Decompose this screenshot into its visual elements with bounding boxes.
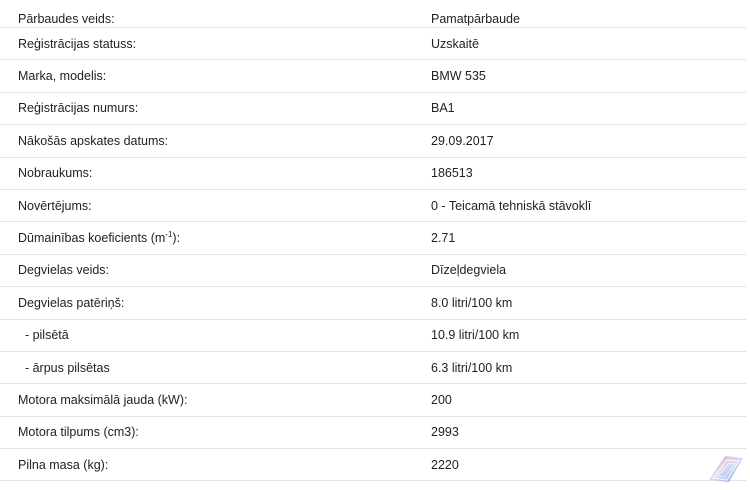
row-label-engine-volume: Motora tilpums (cm3): (18, 425, 139, 440)
table-row (0, 0, 746, 28)
table-row (0, 222, 746, 254)
smoke-label-suffix: ): (172, 231, 181, 246)
row-value-registration-number: BA1 (431, 101, 455, 116)
table-row (0, 352, 746, 384)
table-row (0, 417, 746, 449)
table-row (0, 190, 746, 222)
row-value-mileage: 186513 (431, 166, 473, 181)
table-row (0, 255, 746, 287)
row-value-fuel-consumption: 8.0 litri/100 km (431, 295, 513, 310)
row-value-inspection-type: Pamatpārbaude (431, 12, 520, 26)
row-label-smoke-coefficient (18, 231, 180, 245)
table-row (0, 60, 746, 92)
row-label-consumption-highway: - ārpus pilsētas (18, 360, 110, 375)
table-row (0, 158, 746, 190)
row-value-next-inspection-date: 29.09.2017 (431, 133, 494, 148)
row-label-mileage: Nobraukums: (18, 166, 93, 181)
table-row (0, 384, 746, 416)
row-label-max-power: Motora maksimālā jauda (kW): (18, 392, 188, 407)
row-value-rating: 0 - Teicamā tehniskā stāvoklī (431, 198, 592, 213)
table-row (0, 449, 746, 481)
table-row (0, 287, 746, 319)
smoke-label-superscript: -1 (165, 229, 173, 239)
row-value-registration-status: Uzskaitē (431, 36, 479, 51)
table-row (0, 93, 746, 125)
row-label-rating: Novērtējums: (18, 198, 92, 213)
table-row (0, 28, 746, 60)
row-label-next-inspection-date: Nākošās apskates datums: (18, 133, 169, 148)
row-value-make-model: BMW 535 (431, 69, 486, 84)
row-label-inspection-type: Pārbaudes veids: (18, 12, 115, 26)
watermark-logo-icon (703, 452, 747, 486)
row-value-max-power: 200 (431, 392, 452, 407)
row-value-gross-weight: 2220 (431, 457, 459, 472)
row-value-consumption-city: 10.9 litri/100 km (431, 328, 520, 343)
row-value-engine-volume: 2993 (431, 425, 459, 440)
row-label-fuel-consumption: Degvielas patēriņš: (18, 295, 125, 310)
row-label-make-model: Marka, modelis: (18, 69, 107, 84)
row-value-fuel-type: Dīzeļdegviela (431, 263, 507, 278)
row-label-consumption-city: - pilsētā (18, 328, 69, 343)
table-row (0, 125, 746, 157)
row-value-consumption-highway: 6.3 litri/100 km (431, 360, 513, 375)
row-label-gross-weight: Pilna masa (kg): (18, 457, 109, 472)
smoke-label-text: Dūmainības koeficients (m (18, 231, 166, 246)
row-label-registration-status: Reģistrācijas statuss: (18, 36, 137, 51)
row-label-registration-number: Reģistrācijas numurs: (18, 101, 139, 116)
table-row (0, 320, 746, 352)
row-value-smoke-coefficient: 2.71 (431, 231, 456, 246)
row-label-fuel-type: Degvielas veids: (18, 263, 110, 278)
